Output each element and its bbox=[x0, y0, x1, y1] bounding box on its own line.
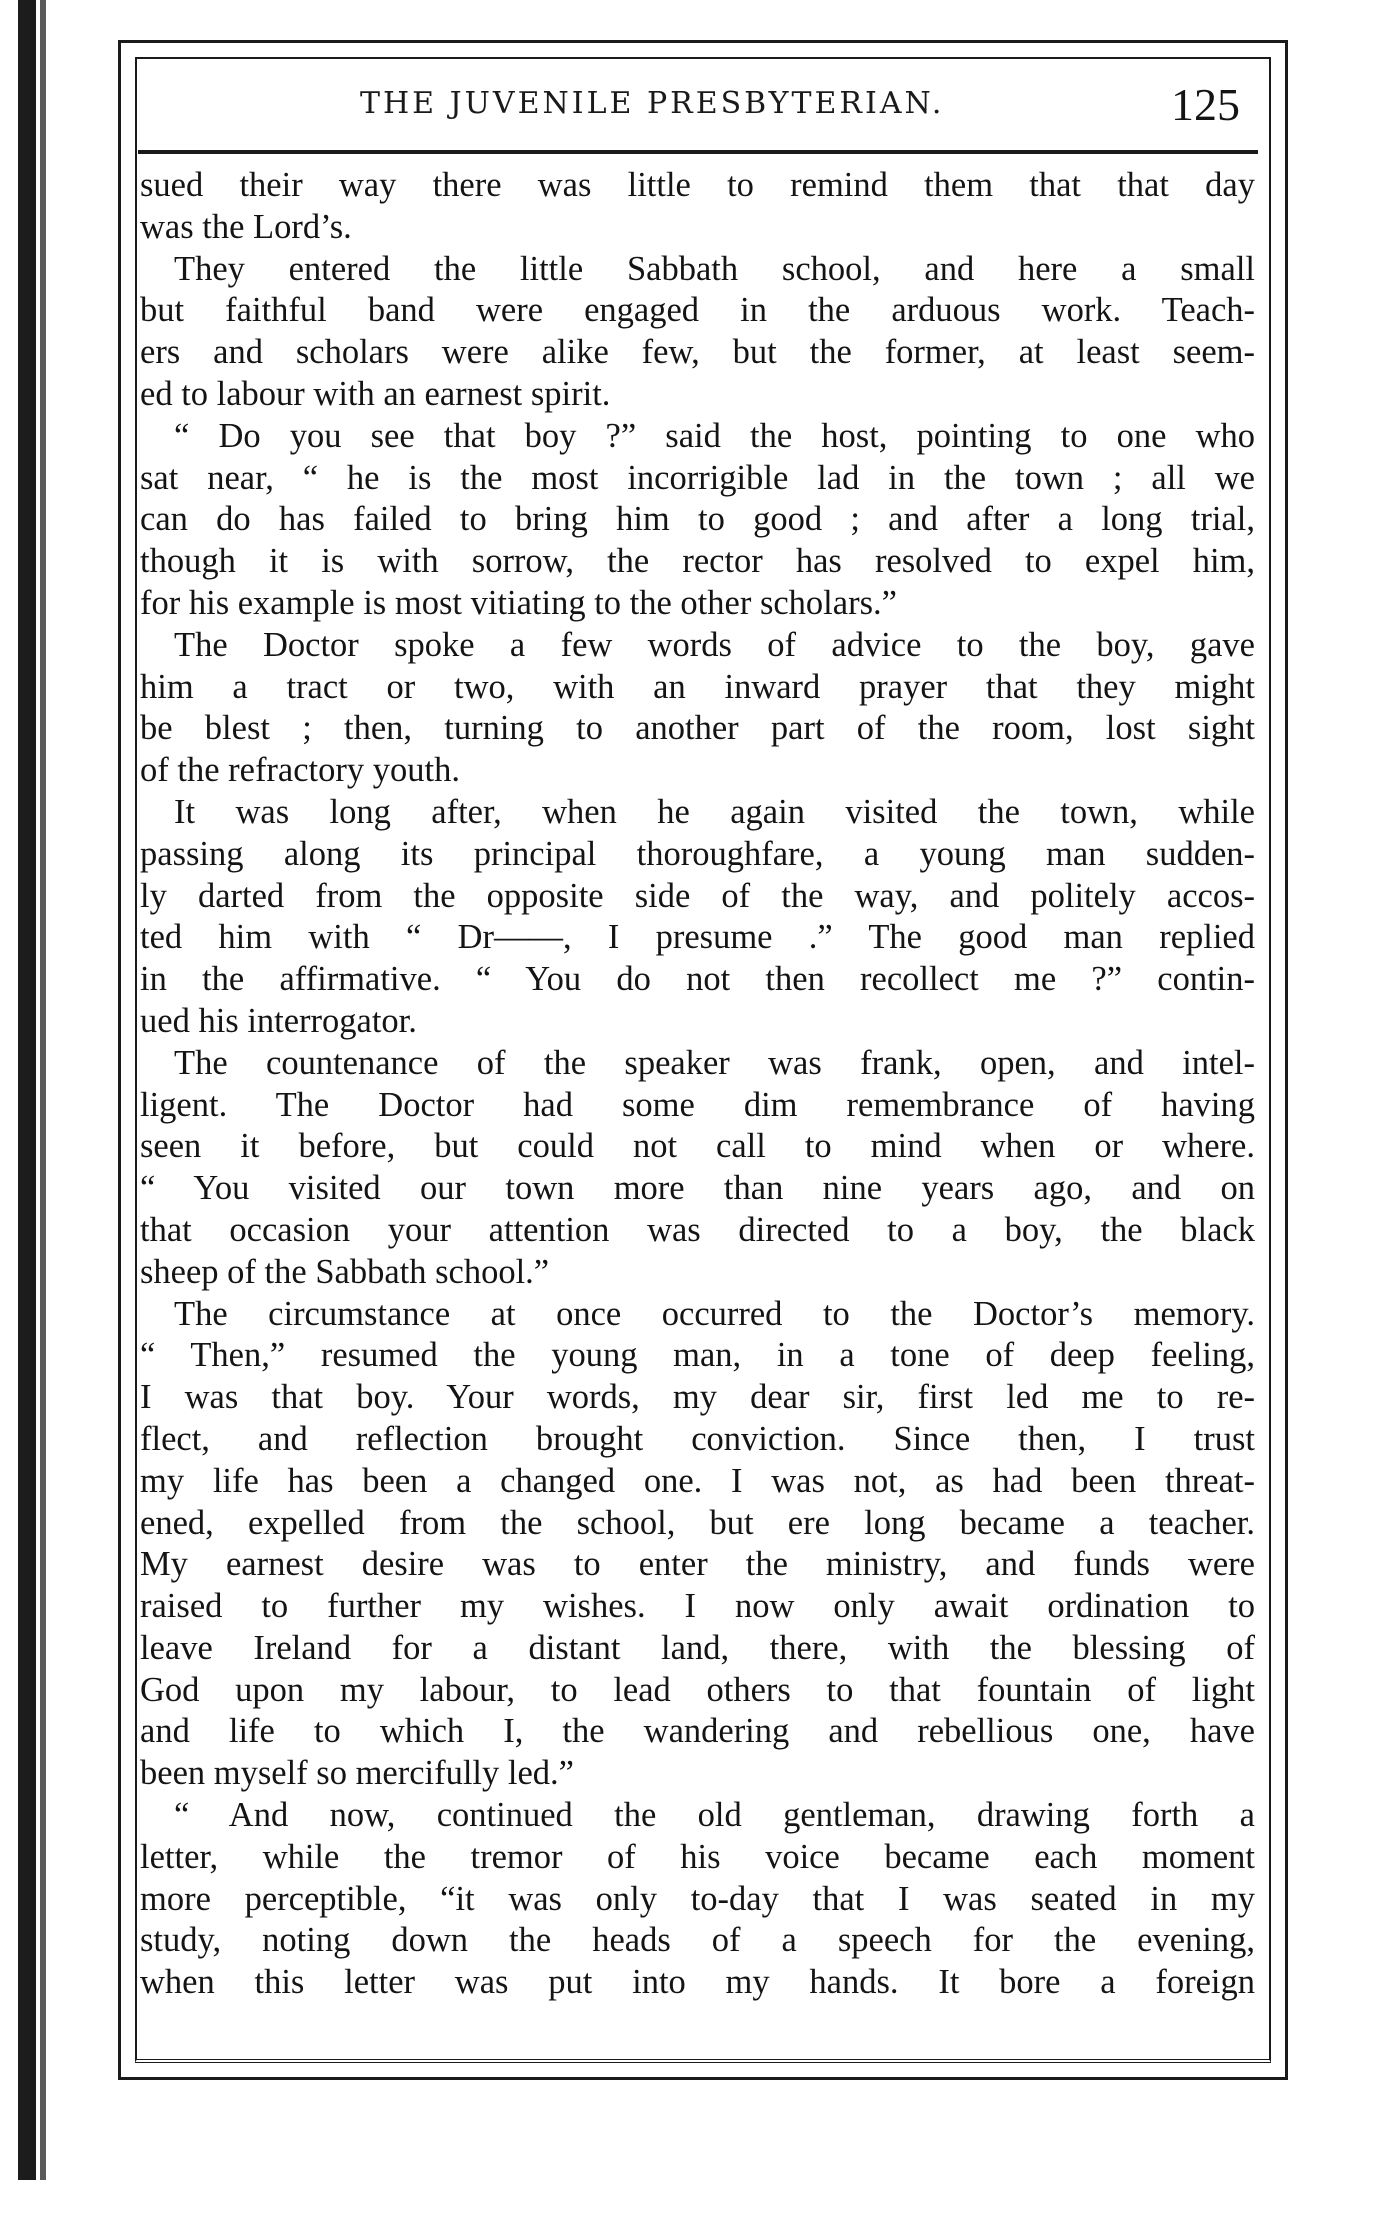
text-line: sued their way there was little to remind them that that day bbox=[140, 166, 1255, 204]
text-line: seen it before, but could not call to mind when or where. bbox=[140, 1127, 1255, 1166]
text-line: for his example is most vitiating to the other scholars.” bbox=[140, 583, 897, 622]
text-line: They entered the little Sabbath school, and here a small bbox=[174, 249, 1255, 288]
text-line: ly darted from the opposite side of the way, and politely accos- bbox=[140, 876, 1255, 915]
text-line: “ Do you see that boy ?” said the host, pointing to one who bbox=[174, 416, 1255, 455]
text-line: was the Lord’s. bbox=[140, 207, 352, 246]
text-line: ers and scholars were alike few, but the former, at least seem- bbox=[140, 333, 1255, 372]
text-line: of the refractory youth. bbox=[140, 751, 460, 790]
text-line: raised to further my wishes. I now only await ordination to bbox=[140, 1587, 1255, 1626]
text-line: but faithful band were engaged in the arduous work. Teach- bbox=[140, 291, 1255, 330]
text-line: in the affirmative. “ You do not then recollect me ?” contin- bbox=[140, 960, 1255, 999]
text-line: and life to which I, the wandering and rebellious one, have bbox=[140, 1712, 1255, 1751]
text-line: letter, while the tremor of his voice became each moment bbox=[140, 1837, 1255, 1876]
text-line: sheep of the Sabbath school.” bbox=[140, 1252, 550, 1291]
text-line: I was that boy. Your words, my dear sir, first led me to re- bbox=[140, 1378, 1255, 1417]
text-line: sat near, “ he is the most incorrigible lad in the town ; all we bbox=[140, 458, 1255, 497]
text-line: ligent. The Doctor had some dim remembrance of having bbox=[140, 1085, 1255, 1124]
text-line: The circumstance at once occurred to the Doctor’s memory. bbox=[174, 1294, 1255, 1333]
text-line: ed to labour with an earnest spirit. bbox=[140, 374, 611, 413]
text-line: be blest ; then, turning to another part of the room, lost sight bbox=[140, 709, 1255, 748]
text-column bbox=[140, 165, 1255, 2004]
text-line: It was long after, when he again visited the town, while bbox=[174, 792, 1255, 831]
text-line: “ You visited our town more than nine years ago, and on bbox=[140, 1169, 1255, 1208]
binding-edge bbox=[18, 0, 36, 2180]
text-line: My earnest desire was to enter the ministry, and funds were bbox=[140, 1545, 1255, 1584]
text-line: that occasion your attention was directed to a boy, the black bbox=[140, 1210, 1255, 1249]
text-line: him a tract or two, with an inward prayer that they might bbox=[140, 667, 1255, 706]
running-title: THE JUVENILE PRESBYTERIAN. bbox=[360, 86, 945, 121]
text-line: though it is with sorrow, the rector has resolved to expel him, bbox=[140, 542, 1255, 581]
text-line: God upon my labour, to lead others to that fountain of light bbox=[140, 1670, 1255, 1709]
header-rule bbox=[138, 150, 1258, 154]
text-line: “ Then,” resumed the young man, in a tone of deep feeling, bbox=[140, 1336, 1255, 1375]
text-line: more perceptible, “it was only to-day that I was seated in my bbox=[140, 1879, 1255, 1918]
text-line: passing along its principal thoroughfare, a young man sudden- bbox=[140, 834, 1255, 873]
text-line: ted him with “ Dr——, I presume .” The good man replied bbox=[140, 918, 1255, 957]
text-line: “ And now, continued the old gentleman, drawing forth a bbox=[174, 1796, 1255, 1835]
text-line: when this letter was put into my hands. It bore a foreign bbox=[140, 1963, 1255, 2002]
text-line: study, noting down the heads of a speech for the evening, bbox=[140, 1921, 1255, 1960]
running-head bbox=[230, 78, 1240, 138]
text-line: The Doctor spoke a few words of advice to the boy, gave bbox=[174, 625, 1255, 664]
text-line: leave Ireland for a distant land, there, with the blessing of bbox=[140, 1628, 1255, 1667]
text-line: been myself so mercifully led.” bbox=[140, 1754, 574, 1793]
text-line: can do has failed to bring him to good ; and after a long trial, bbox=[140, 500, 1255, 539]
text-line: ened, expelled from the school, but ere long became a teacher. bbox=[140, 1503, 1255, 1542]
text-line: my life has been a changed one. I was not, as had been threat- bbox=[140, 1461, 1255, 1500]
binding-shadow bbox=[40, 0, 46, 2180]
text-line: The countenance of the speaker was frank, open, and intel- bbox=[174, 1043, 1255, 1082]
text-line: ued his interrogator. bbox=[140, 1001, 417, 1040]
page-number: 125 bbox=[1171, 79, 1240, 130]
text-line: flect, and reflection brought conviction. Since then, I trust bbox=[140, 1419, 1255, 1458]
